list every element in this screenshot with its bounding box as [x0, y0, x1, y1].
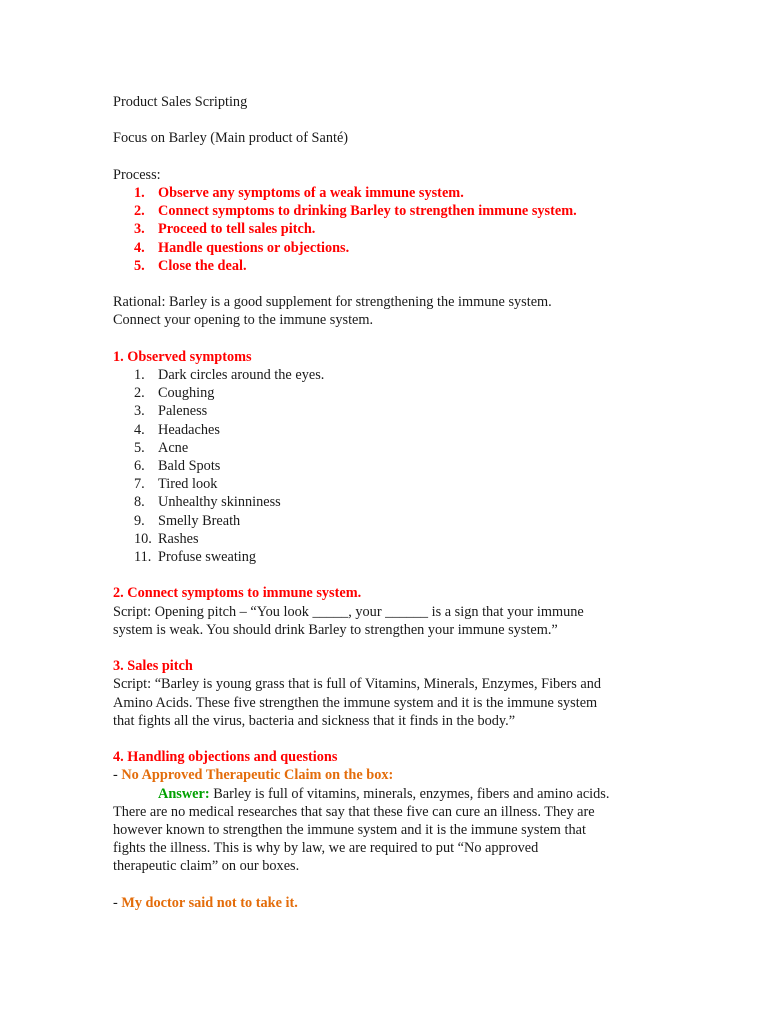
list-number: 10. — [134, 530, 152, 547]
section-3-line-2: Amino Acids. These five strengthen the immune system and it is the immune system — [113, 694, 598, 711]
spacer — [113, 639, 673, 657]
list-number: 5. — [134, 439, 145, 456]
list-item: 2. Coughing — [134, 385, 215, 402]
rational-line-1: Rational: Barley is a good supplement for strengthening the immune system. — [113, 294, 552, 311]
spacer — [113, 730, 673, 748]
section-3-line-1: Script: “Barley is young grass that is full of Vitamins, Minerals, Enzymes, Fibers and — [113, 676, 602, 693]
answer-line-3: however known to strengthen the immune system and it is the immune system that — [113, 822, 586, 839]
list-number: 4. — [134, 421, 145, 438]
list-item: 4. Headaches — [134, 421, 220, 438]
process-step: 1. Observe any symptoms of a weak immune system. — [134, 184, 464, 201]
list-number: 11. — [134, 549, 152, 566]
symptoms-list — [113, 366, 673, 566]
section-2-line-1: Script: Opening pitch – “You look _____, your ______ is a sign that your immune — [113, 603, 584, 620]
section-4-heading: 4. Handling objections and questions — [113, 749, 338, 766]
document-page — [113, 93, 673, 912]
process-step: 5. Close the deal. — [134, 257, 247, 274]
answer-label: Answer: — [158, 785, 210, 802]
list-item: 3. Paleness — [134, 403, 208, 420]
spacer — [113, 330, 673, 348]
list-number: 5. — [134, 257, 145, 274]
list-number: 3. — [134, 221, 145, 238]
answer-line-2: There are no medical researches that say that these five can cure an illness. They are — [113, 803, 595, 820]
list-number: 2. — [134, 203, 145, 220]
process-step: 2. Connect symptoms to drinking Barley to strengthen immune system. — [134, 203, 577, 220]
process-steps-list — [113, 184, 673, 275]
section-2-line-2: system is weak. You should drink Barley to strengthen your immune system.” — [113, 621, 558, 638]
section-3-heading: 3. Sales pitch — [113, 658, 193, 675]
list-number: 7. — [134, 476, 145, 493]
process-label: Process: — [113, 166, 161, 183]
list-number: 2. — [134, 385, 145, 402]
objection-dash: - — [113, 894, 122, 911]
spacer — [113, 111, 673, 129]
document-title: Product Sales Scripting — [113, 94, 248, 110]
objection-dash: - — [113, 767, 122, 784]
spacer — [113, 566, 673, 584]
rational-line-2: Connect your opening to the immune system. — [113, 312, 374, 329]
answer-line-5: therapeutic claim” on our boxes. — [113, 858, 300, 875]
spacer — [113, 148, 673, 166]
list-number: 9. — [134, 512, 145, 529]
list-item: 9. Smelly Breath — [134, 512, 241, 529]
list-item: 6. Bald Spots — [134, 458, 221, 474]
focus-line: Focus on Barley (Main product of Santé) — [113, 130, 349, 147]
list-number: 3. — [134, 403, 145, 420]
list-number: 1. — [134, 366, 145, 383]
objection-1-label: No Approved Therapeutic Claim on the box: — [121, 767, 394, 784]
spacer — [113, 275, 673, 293]
objection-2 — [113, 894, 673, 912]
list-number: 1. — [134, 184, 145, 201]
list-number: 6. — [134, 458, 145, 474]
list-number: 4. — [134, 239, 145, 256]
section-3-line-3: that fights all the virus, bacteria and sickness that it finds in the body.” — [113, 712, 516, 729]
answer-line-1: Answer: Barley is full of vitamins, minerals, enzymes, fibers and amino acids. — [158, 785, 610, 802]
objection-1 — [113, 766, 673, 784]
answer-line-4: fights the illness. This is why by law, we are required to put “No approved — [113, 840, 539, 857]
list-item: 5. Acne — [134, 439, 189, 456]
process-step: 3. Proceed to tell sales pitch. — [134, 221, 316, 238]
objection-2-label: My doctor said not to take it. — [121, 894, 298, 911]
spacer — [113, 876, 673, 894]
list-item: 1. Dark circles around the eyes. — [134, 366, 325, 383]
list-item: 10. Rashes — [134, 530, 199, 547]
list-number: 8. — [134, 494, 145, 511]
list-item: 8. Unhealthy skinniness — [134, 494, 281, 511]
section-1-heading: 1. Observed symptoms — [113, 348, 252, 365]
process-step: 4. Handle questions or objections. — [134, 239, 350, 256]
section-2-heading: 2. Connect symptoms to immune system. — [113, 585, 362, 602]
list-item: 7. Tired look — [134, 476, 218, 493]
list-item: 11. Profuse sweating — [134, 549, 257, 566]
